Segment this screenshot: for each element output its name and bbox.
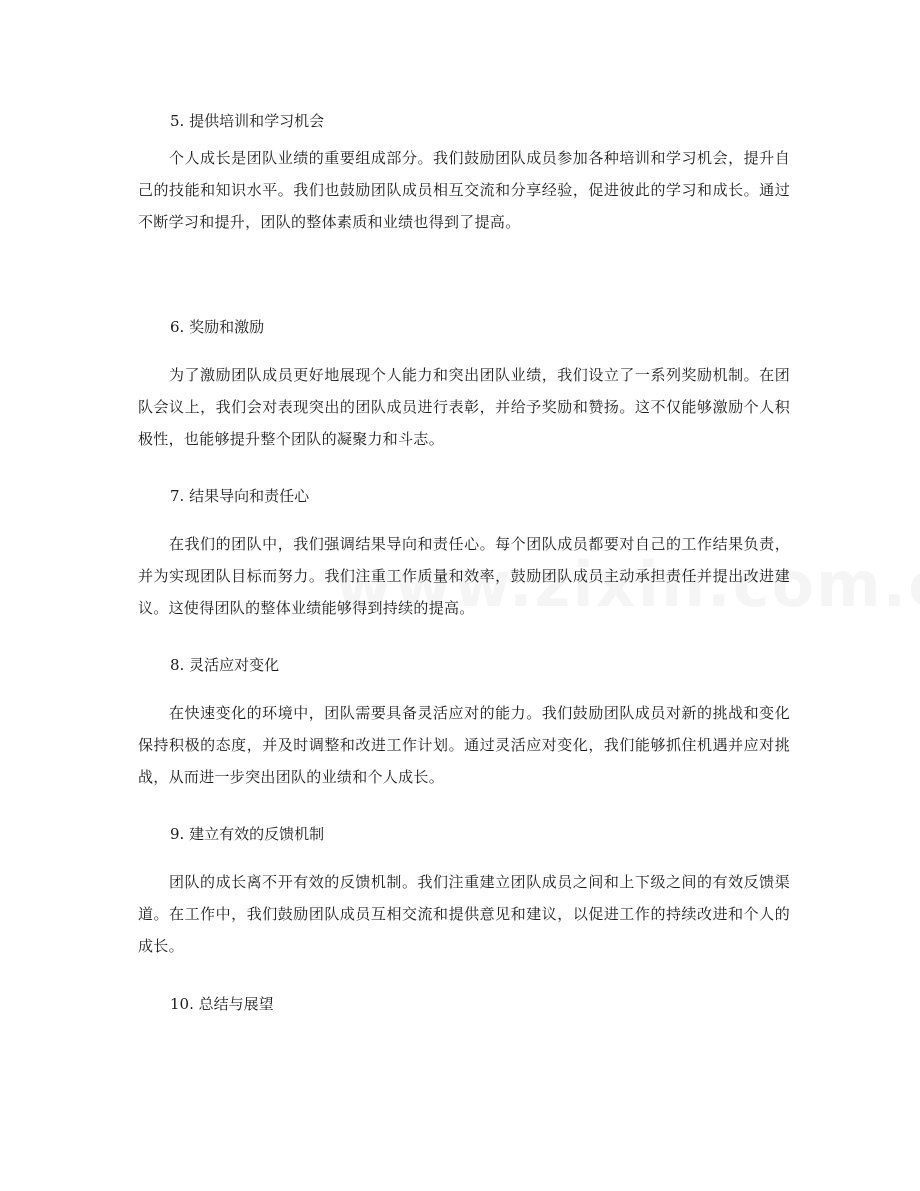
section-heading-9: 9. 建立有效的反馈机制	[170, 825, 325, 843]
section-paragraph-7: 在我们的团队中，我们强调结果导向和责任心。每个团队成员都要对自己的工作结果负责，并为实现团队目标而努力。我们注重工作质量和效率，鼓励团队成员主动承担责任并提出改进建议。这使得团队的整体业绩能够得到持续的提高。	[138, 535, 790, 617]
section-paragraph-6: 为了激励团队成员更好地展现个人能力和突出团队业绩，我们设立了一系列奖励机制。在团队会议上，我们会对表现突出的团队成员进行表彰，并给予奖励和赞扬。这不仅能够激励个人积极性，也能够提升整个团队的凝聚力和斗志。	[138, 366, 790, 448]
section-heading-10: 10. 总结与展望	[170, 995, 274, 1013]
section-paragraph-9: 团队的成长离不开有效的反馈机制。我们注重建立团队成员之间和上下级之间的有效反馈渠道。在工作中，我们鼓励团队成员互相交流和提供意见和建议，以促进工作的持续改进和个人的成长。	[138, 873, 790, 955]
section-heading-7: 7. 结果导向和责任心	[170, 487, 310, 505]
section-heading-6: 6. 奖励和激励	[170, 318, 265, 336]
section-paragraph-5: 个人成长是团队业绩的重要组成部分。我们鼓励团队成员参加各种培训和学习机会，提升自己的技能和知识水平。我们也鼓励团队成员相互交流和分享经验，促进彼此的学习和成长。通过不断学习和提升，团队的整体素质和业绩也得到了提高。	[138, 149, 790, 231]
section-paragraph-8: 在快速变化的环境中，团队需要具备灵活应对的能力。我们鼓励团队成员对新的挑战和变化保持积极的态度，并及时调整和改进工作计划。通过灵活应对变化，我们能够抓住机遇并应对挑战，从而进一步突出团队的业绩和个人成长。	[138, 704, 790, 786]
section-heading-8: 8. 灵活应对变化	[170, 656, 280, 674]
section-heading-5: 5. 提供培训和学习机会	[170, 112, 325, 130]
